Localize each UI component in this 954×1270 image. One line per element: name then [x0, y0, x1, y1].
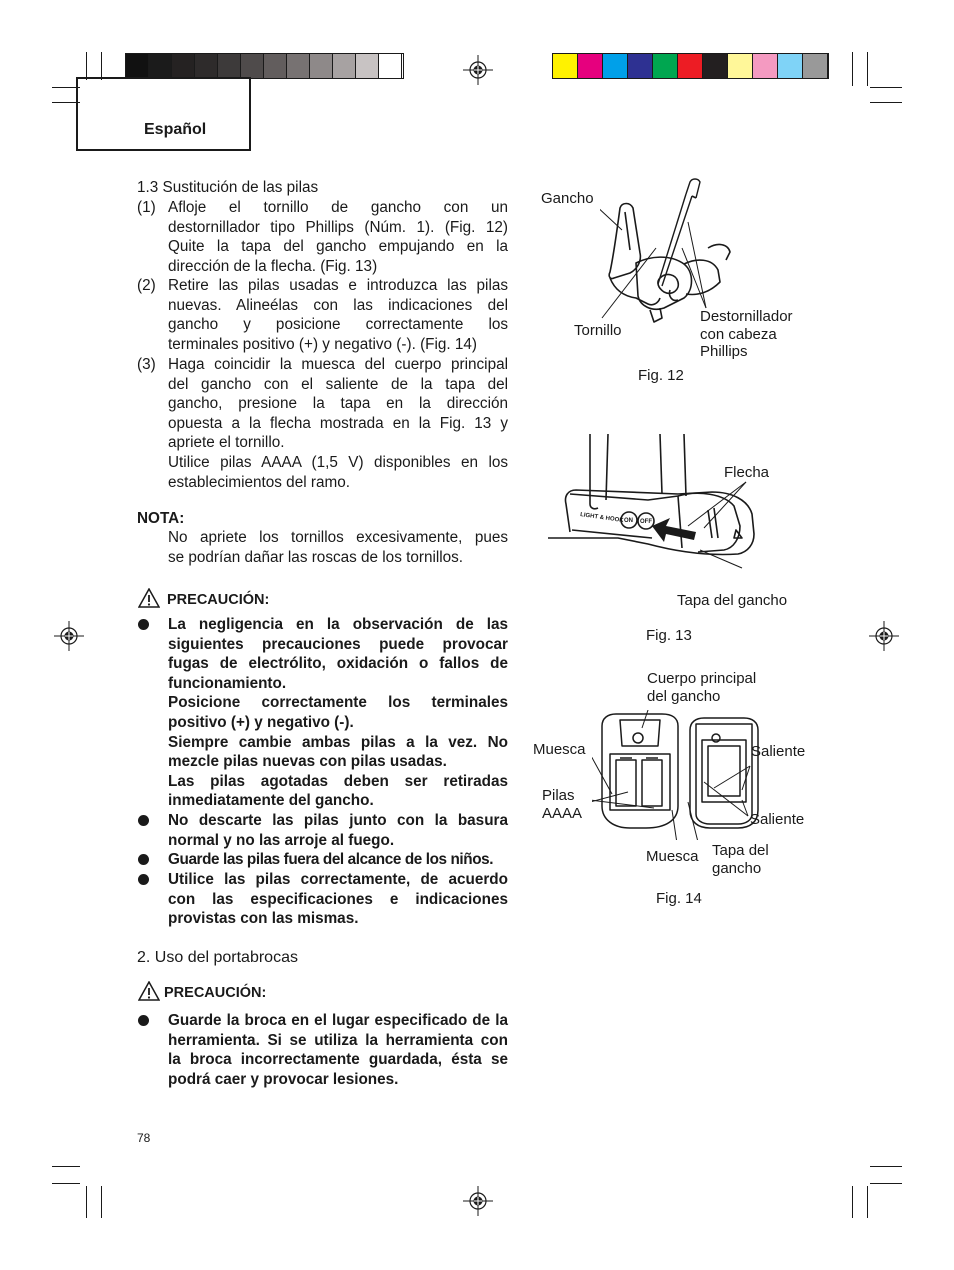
color-swatch [803, 54, 828, 78]
label-cuerpo-principal: Cuerpo principal [647, 670, 757, 687]
color-swatch [753, 54, 778, 78]
color-swatch [241, 54, 264, 78]
label-destornillador: Phillips [700, 343, 748, 360]
label-tapa: gancho [712, 860, 762, 877]
step-number: (1) [137, 199, 156, 216]
label-cuerpo-principal: del gancho [647, 688, 721, 705]
process-color-bar [552, 53, 829, 79]
label-destornillador: Destornillador [700, 308, 793, 325]
color-swatch [333, 54, 356, 78]
warning-text: No descarte las pilas junto con la basura normal y no las arroje al fuego. [168, 812, 508, 849]
warning-text: Guarde las pilas fuera del alcance de los niños. [168, 851, 494, 868]
bullet-icon [138, 815, 149, 826]
bullet-icon [138, 874, 149, 885]
label-destornillador: con cabeza [700, 326, 777, 343]
nota-text: No apriete los tornillos excesivamente, pues se podrían dañar las roscas de los tornillos. [168, 529, 508, 566]
label-pilas: AAAA [542, 805, 583, 822]
step-number: (3) [137, 356, 156, 373]
step-text: Afloje el tornillo de gancho con un destornillador tipo Phillips (Núm. 1). (Fig. 12) Quite la tapa del gancho empujando en la dirección de la flecha. (Fig. 13) [168, 199, 508, 275]
section-heading: 1.3 Sustitución de las pilas [137, 179, 319, 196]
hook-cover-illustration [548, 434, 764, 584]
color-swatch [264, 54, 287, 78]
warning-icon [138, 981, 160, 1001]
color-swatch [379, 54, 402, 78]
precaucion-title: PRECAUCIÓN: [167, 592, 270, 608]
label-saliente: Saliente [751, 743, 806, 760]
label-tornillo: Tornillo [574, 322, 622, 339]
device-off-text: OFF [640, 519, 652, 525]
section-heading: 2. Uso del portabrocas [137, 949, 298, 966]
color-swatch [703, 54, 728, 78]
language-tab [76, 77, 251, 151]
language-label: Español [144, 121, 207, 138]
grayscale-color-bar [125, 53, 404, 79]
step-text: Retire las pilas usadas e introduzca las pilas nuevas. Alineélas con las indicaciones del gancho y posicione correctamente los terminales positivo (+) y negativo (-). (Fig. 14) [168, 277, 508, 353]
label-tapa: Tapa del gancho [677, 592, 788, 609]
color-swatch [678, 54, 703, 78]
label-saliente: Saliente [750, 811, 805, 828]
nota-title: NOTA: [137, 510, 185, 527]
device-on-text: ON [624, 518, 633, 524]
battery-compartment-illustration [592, 710, 772, 840]
figure-caption: Fig. 14 [656, 890, 702, 907]
bullet-icon [138, 619, 149, 630]
color-swatch [172, 54, 195, 78]
page-number: 78 [137, 1131, 151, 1145]
precaucion-title: PRECAUCIÓN: [164, 985, 267, 1001]
color-swatch [628, 54, 653, 78]
color-swatch [149, 54, 172, 78]
warning-text: Guarde la broca en el lugar especificado de la herramienta. Si se utiliza la herramienta con la broca incorrectamente guardada, ésta se podrá caer y provocar lesiones. [168, 1012, 508, 1088]
label-tapa: Tapa del [712, 842, 769, 859]
color-swatch [310, 54, 333, 78]
warning-text: La negligencia en la observación de las siguientes precauciones puede provocar fugas de electrólito, oxidación o fallos de funcionamiento. Posicione correctamente los terminales positivo (+) y negativo (-). Siempre cambie ambas pilas a la vez. No mezcle pilas nuevas con pilas usadas. Las pilas agotadas deben ser retiradas inmediatamente del gancho. [168, 616, 508, 810]
step-text: Haga coincidir la muesca del cuerpo principal del gancho con el saliente de la tapa del gancho, presione la tapa en la dirección opuesta a la flecha mostrada en la Fig. 13 y apriete el tornillo. Utilice pilas AAAA (1,5 V) disponibles en los establecimientos del ramo. [168, 356, 508, 491]
bullet-icon [138, 1015, 149, 1026]
color-swatch [653, 54, 678, 78]
registration-mark-bottom [463, 1186, 493, 1216]
color-swatch [195, 54, 218, 78]
device-brand-text: LIGHT & HOOK [579, 512, 624, 525]
bullet-icon [138, 854, 149, 865]
label-pilas: Pilas [542, 787, 575, 804]
hook-screwdriver-illustration [600, 178, 740, 328]
color-swatch [603, 54, 628, 78]
label-muesca: Muesca [533, 741, 586, 758]
registration-mark-right [869, 621, 899, 651]
color-swatch [218, 54, 241, 78]
label-gancho: Gancho [541, 190, 594, 207]
label-muesca: Muesca [646, 848, 699, 865]
label-flecha: Flecha [724, 464, 770, 481]
color-swatch [728, 54, 753, 78]
figure-caption: Fig. 12 [638, 367, 684, 384]
warning-icon [138, 588, 160, 608]
step-number: (2) [137, 277, 156, 294]
registration-mark-left [54, 621, 84, 651]
warning-text: Utilice las pilas correctamente, de acuerdo con las especificaciones e indicaciones provistas con las mismas. [168, 871, 508, 928]
color-swatch [356, 54, 379, 78]
color-swatch [126, 54, 149, 78]
color-swatch [287, 54, 310, 78]
color-swatch [578, 54, 603, 78]
registration-mark-top [463, 55, 493, 85]
color-swatch [553, 54, 578, 78]
figure-caption: Fig. 13 [646, 627, 692, 644]
color-swatch [778, 54, 803, 78]
